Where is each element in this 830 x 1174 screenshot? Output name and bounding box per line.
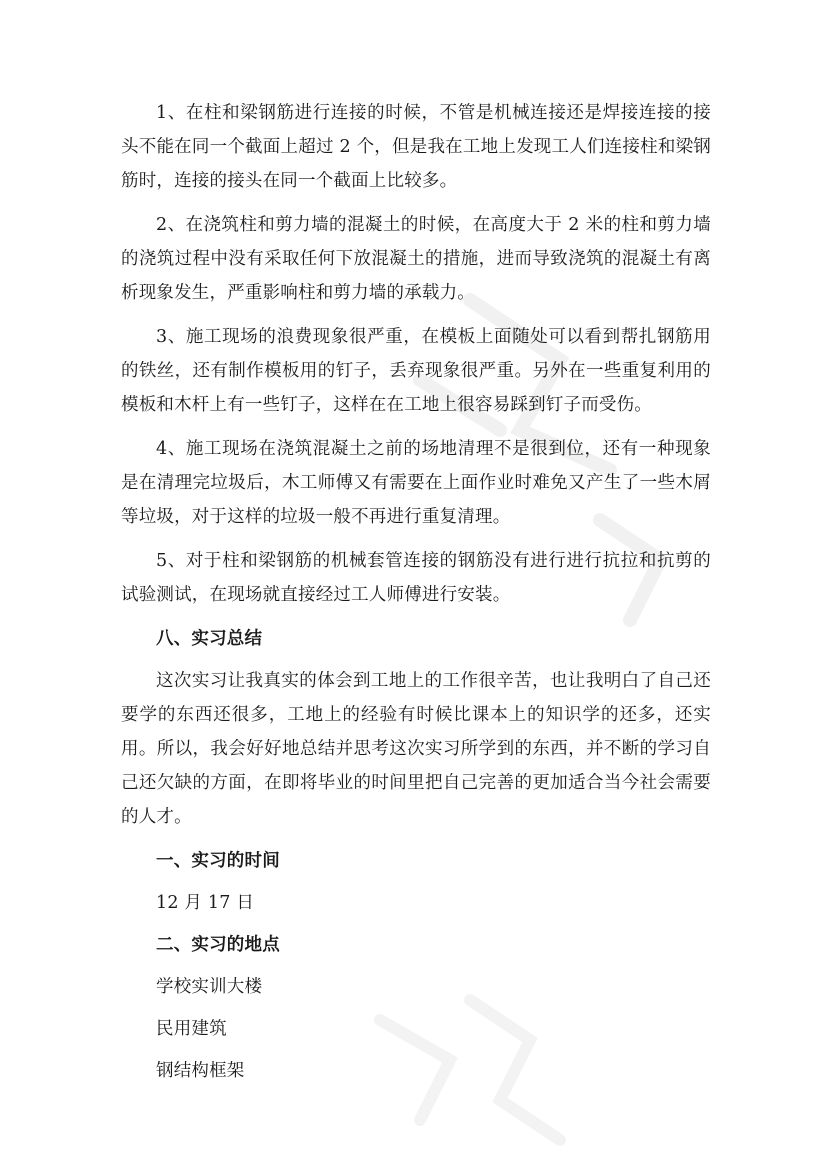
place-item-3: 钢结构框架: [156, 1061, 245, 1081]
summary-paragraph: 这次实习让我真实的体会到工地上的工作很辛苦，也让我明白了自己还要学的东西还很多，工地上的经验有时候比课本上的知识学的还多，还实用。所以，我会好好地总结并思考这次实习所学到的东西，并不断的学习自己还欠缺的方面，在即将毕业的时间里把自己完善的更加适合当今社会需要的人才。: [121, 671, 711, 827]
issue-paragraph-2: 2、在浇筑柱和剪力墙的混凝土的时候，在高度大于 2 米的柱和剪力墙的浇筑过程中没有采取任何下放混凝土的措施，进而导致浇筑的混凝土有离析现象发生，严重影响柱和剪力墙的承载力。: [121, 215, 711, 303]
issue-paragraph-1: 1、在柱和梁钢筋进行连接的时候，不管是机械连接还是焊接连接的接头不能在同一个截面上超过 2 个，但是我在工地上发现工人们连接柱和梁钢筋时，连接的接头在同一个截面上比较多。: [121, 103, 711, 191]
summary-heading: 八、实习总结: [156, 629, 263, 649]
place-heading: 二、实习的地点: [156, 935, 280, 955]
issue-paragraph-3: 3、施工现场的浪费现象很严重，在模板上面随处可以看到帮扎钢筋用的铁丝，还有制作模板用的钉子，丢弃现象很严重。另外在一些重复利用的模板和木杆上有一些钉子，这样在在工地上很容易踩到钉子而受伤。: [121, 327, 711, 415]
place-item-2: 民用建筑: [156, 1019, 227, 1039]
time-value: 12 月 17 日: [156, 893, 255, 913]
document-body: [121, 96, 711, 1096]
issue-paragraph-4: 4、施工现场在浇筑混凝土之前的场地清理不是很到位，还有一种现象是在清理完垃圾后，木工师傅又有需要在上面作业时难免又产生了一些木屑等垃圾，对于这样的垃圾一般不再进行重复清理。: [121, 439, 711, 527]
time-heading: 一、实习的时间: [156, 851, 280, 871]
issue-paragraph-5: 5、对于柱和梁钢筋的机械套管连接的钢筋没有进行进行抗拉和抗剪的试验测试，在现场就直接经过工人师傅进行安装。: [121, 551, 711, 605]
place-item-1: 学校实训大楼: [156, 977, 263, 997]
